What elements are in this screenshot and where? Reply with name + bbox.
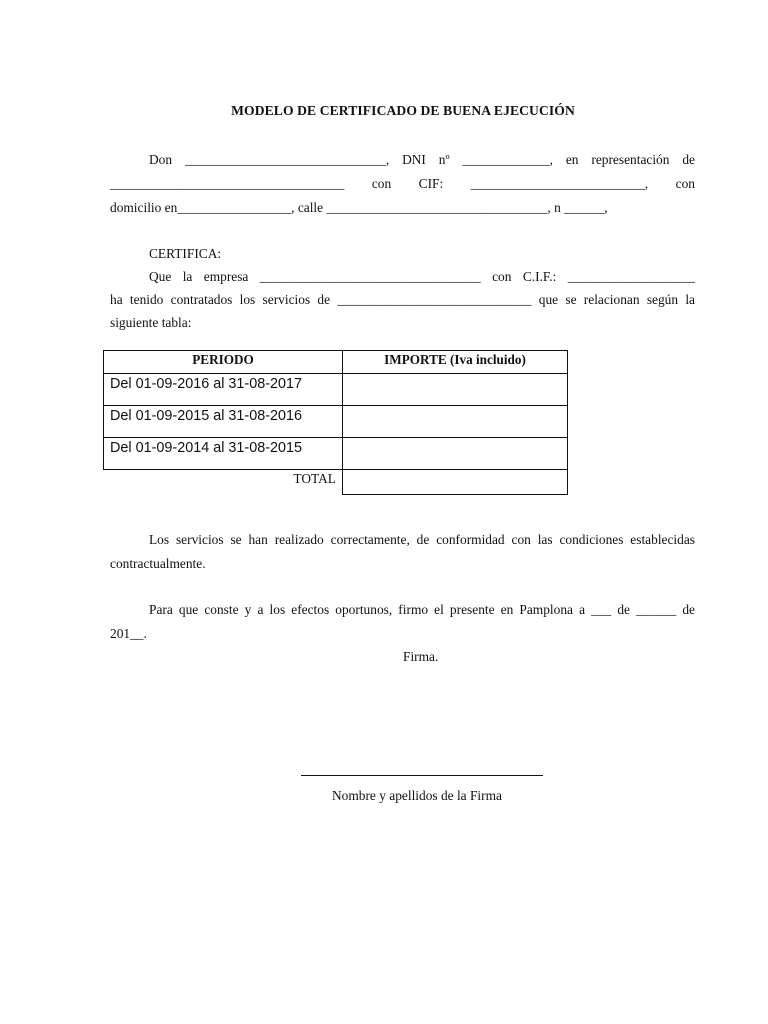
document-title: MODELO DE CERTIFICADO DE BUENA EJECUCIÓN: [231, 103, 575, 118]
intro-line-1: Don ______________________________, DNI nº _____________, en representación de: [149, 152, 695, 167]
total-cell: [343, 470, 568, 495]
total-label: TOTAL: [293, 471, 336, 486]
closing-line-2: 201__.: [110, 626, 147, 641]
header-importe: IMPORTE (Iva incluido): [343, 351, 568, 374]
intro-line-3: domicilio en_________________, calle _________________________________, n ______,: [110, 200, 608, 215]
intro-line-2: ___________________________________ con CIF: __________________________, con: [110, 176, 695, 191]
certifica-heading: CERTIFICA:: [149, 246, 222, 261]
header-periodo: PERIODO: [104, 351, 343, 374]
services-line-1: Los servicios se han realizado correctamente, de conformidad con las condiciones establecidas: [149, 532, 695, 547]
closing-line-1: Para que conste y a los efectos oportunos, firmo el presente en Pamplona a ___ de ______ de: [149, 602, 695, 617]
signature-name-label: Nombre y apellidos de la Firma: [332, 788, 502, 803]
table-total-row: [104, 470, 568, 495]
period-cell: Del 01-09-2014 al 31-08-2015: [104, 438, 343, 470]
services-line-2: contractualmente.: [110, 556, 206, 571]
certifica-line-1: Que la empresa _________________________________ con C.I.F.: ___________________: [149, 269, 695, 284]
certifica-line-2: ha tenido contratados los servicios de _____________________________ que se relacionan según la: [110, 292, 695, 307]
firma-label: Firma.: [403, 649, 439, 664]
table-row: [104, 374, 568, 406]
period-cell: Del 01-09-2016 al 31-08-2017: [104, 374, 343, 406]
importe-cell: [343, 438, 568, 470]
certifica-line-3: siguiente tabla:: [110, 315, 192, 330]
signature-line: [301, 775, 543, 776]
table-row: [104, 438, 568, 470]
importe-cell: [343, 406, 568, 438]
periods-table: [103, 350, 568, 495]
period-cell: Del 01-09-2015 al 31-08-2016: [104, 406, 343, 438]
importe-cell: [343, 374, 568, 406]
table-header-row: [104, 351, 568, 374]
table-row: [104, 406, 568, 438]
